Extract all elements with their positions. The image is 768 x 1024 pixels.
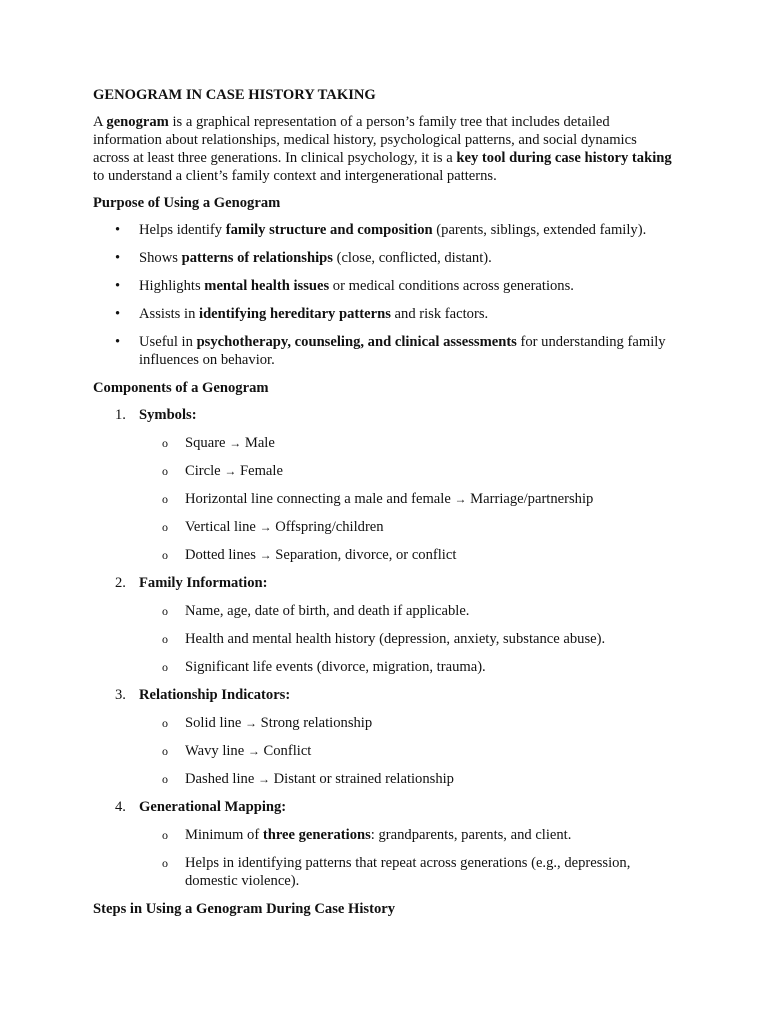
item-text: Highlights [139,278,205,294]
sub-item [139,490,673,508]
sub-item-text: Offspring/children [275,519,384,535]
sub-item-text: Dotted lines [185,547,256,563]
sub-item-text: Horizontal line connecting a male and female [185,491,451,507]
circle-bullet-icon: o [162,604,168,618]
intro-text-3: to understand a client’s family context and intergenerational patterns. [93,168,497,184]
arrow-right-icon: → [245,716,258,730]
sub-item [139,602,673,620]
sub-item [139,518,673,536]
item-text: Assists in [139,306,200,322]
intro-text-1: A [93,114,107,130]
component-section-family-information [93,574,673,676]
circle-bullet-icon: o [162,660,168,674]
sub-item-text: Significant life events (divorce, migration, trauma). [185,659,486,675]
sub-list [139,826,673,890]
list-item [93,249,673,267]
item-bold: patterns of relationships [181,250,333,266]
arrow-right-icon: → [259,520,272,534]
sub-item-text: Distant or strained relationship [273,771,454,787]
list-item [93,277,673,295]
sub-item-text: Health and mental health history (depression, anxiety, substance abuse). [185,631,606,647]
circle-bullet-icon: o [162,828,168,842]
item-text: Useful in [139,334,197,350]
circle-bullet-icon: o [162,716,168,730]
arrow-right-icon: → [257,772,270,786]
section-title: Symbols: [139,407,197,423]
document-page [93,86,673,927]
item-bold: psychotherapy, counseling, and clinical assessments [196,334,517,350]
arrow-right-icon: → [224,464,237,478]
sub-item [139,434,673,452]
list-item [93,221,673,239]
section-title: Relationship Indicators: [139,687,291,703]
component-section-generational-mapping [93,798,673,890]
purpose-heading: Purpose of Using a Genogram [93,195,281,211]
circle-bullet-icon: o [162,464,168,478]
components-heading: Components of a Genogram [93,380,269,396]
sub-item-text: Strong relationship [260,715,373,731]
sub-item-text: Name, age, date of birth, and death if applicable. [185,603,470,619]
sub-item [139,546,673,564]
sub-item-text: Helps in identifying patterns that repeat across generations (e.g., depression, domestic violence). [185,855,631,889]
sub-list [139,714,673,788]
circle-bullet-icon: o [162,492,168,506]
item-text: for understanding family influences on behavior. [139,334,666,368]
sub-item-text: Separation, divorce, or conflict [275,547,457,563]
list-item [93,333,673,369]
sub-item-bold: three generations [262,827,371,843]
intro-text-2: is a graphical representation of a person’s family tree that includes detailed information about relationships, medical history, psychological patterns, and social dynamics across at least three generations. In clinical psychology, it is a [93,114,637,166]
intro-bold-1: genogram [106,114,169,130]
section-title: Generational Mapping: [139,799,287,815]
item-text: (parents, siblings, extended family). [432,222,647,238]
circle-bullet-icon: o [162,744,168,758]
arrow-right-icon: → [454,492,467,506]
sub-list [139,434,673,564]
document-title: GENOGRAM IN CASE HISTORY TAKING [93,87,376,103]
sub-item [139,770,673,788]
sub-item-text: Male [244,435,275,451]
circle-bullet-icon: o [162,632,168,646]
sub-item-text: Solid line [185,715,242,731]
sub-item-text: Vertical line [185,519,256,535]
item-text: or medical conditions across generations. [329,278,574,294]
item-bold: mental health issues [204,278,330,294]
section-title: Family Information: [139,575,268,591]
bullet-icon: • [115,222,121,238]
sub-item-text: Minimum of [185,827,263,843]
component-section-relationship-indicators [93,686,673,788]
section-number: 2. [115,575,126,591]
purpose-list [93,221,673,369]
bullet-icon: • [115,278,121,294]
intro-bold-2: key tool during case history taking [456,150,672,166]
section-number: 3. [115,687,126,703]
sub-item [139,462,673,480]
arrow-right-icon: → [259,548,272,562]
section-number: 1. [115,407,126,423]
bullet-icon: • [115,250,121,266]
sub-item-text: Female [239,463,283,479]
section-number: 4. [115,799,126,815]
component-section-symbols [93,406,673,564]
sub-item [139,658,673,676]
arrow-right-icon: → [229,436,242,450]
sub-item [139,742,673,760]
arrow-right-icon: → [247,744,260,758]
sub-item [139,630,673,648]
bullet-icon: • [115,306,121,322]
sub-item-text: Square [185,435,226,451]
item-text: Shows [139,250,182,266]
circle-bullet-icon: o [162,548,168,562]
sub-item-text: Wavy line [185,743,245,759]
sub-list [139,602,673,676]
circle-bullet-icon: o [162,520,168,534]
sub-item-text: : grandparents, parents, and client. [370,827,572,843]
intro-paragraph [93,113,673,185]
circle-bullet-icon: o [162,856,168,870]
sub-item-text: Circle [185,463,221,479]
item-text: and risk factors. [390,306,489,322]
bullet-icon: • [115,334,121,350]
sub-item [139,826,673,844]
components-list [93,406,673,890]
sub-item [139,854,673,890]
sub-item-text: Marriage/partnership [470,491,594,507]
item-text: Helps identify [139,222,226,238]
item-bold: family structure and composition [225,222,433,238]
sub-item-text: Dashed line [185,771,255,787]
item-bold: identifying hereditary patterns [199,306,391,322]
item-text: (close, conflicted, distant). [332,250,492,266]
circle-bullet-icon: o [162,772,168,786]
steps-heading: Steps in Using a Genogram During Case History [93,901,396,917]
sub-item-text: Conflict [263,743,312,759]
circle-bullet-icon: o [162,436,168,450]
list-item [93,305,673,323]
sub-item [139,714,673,732]
